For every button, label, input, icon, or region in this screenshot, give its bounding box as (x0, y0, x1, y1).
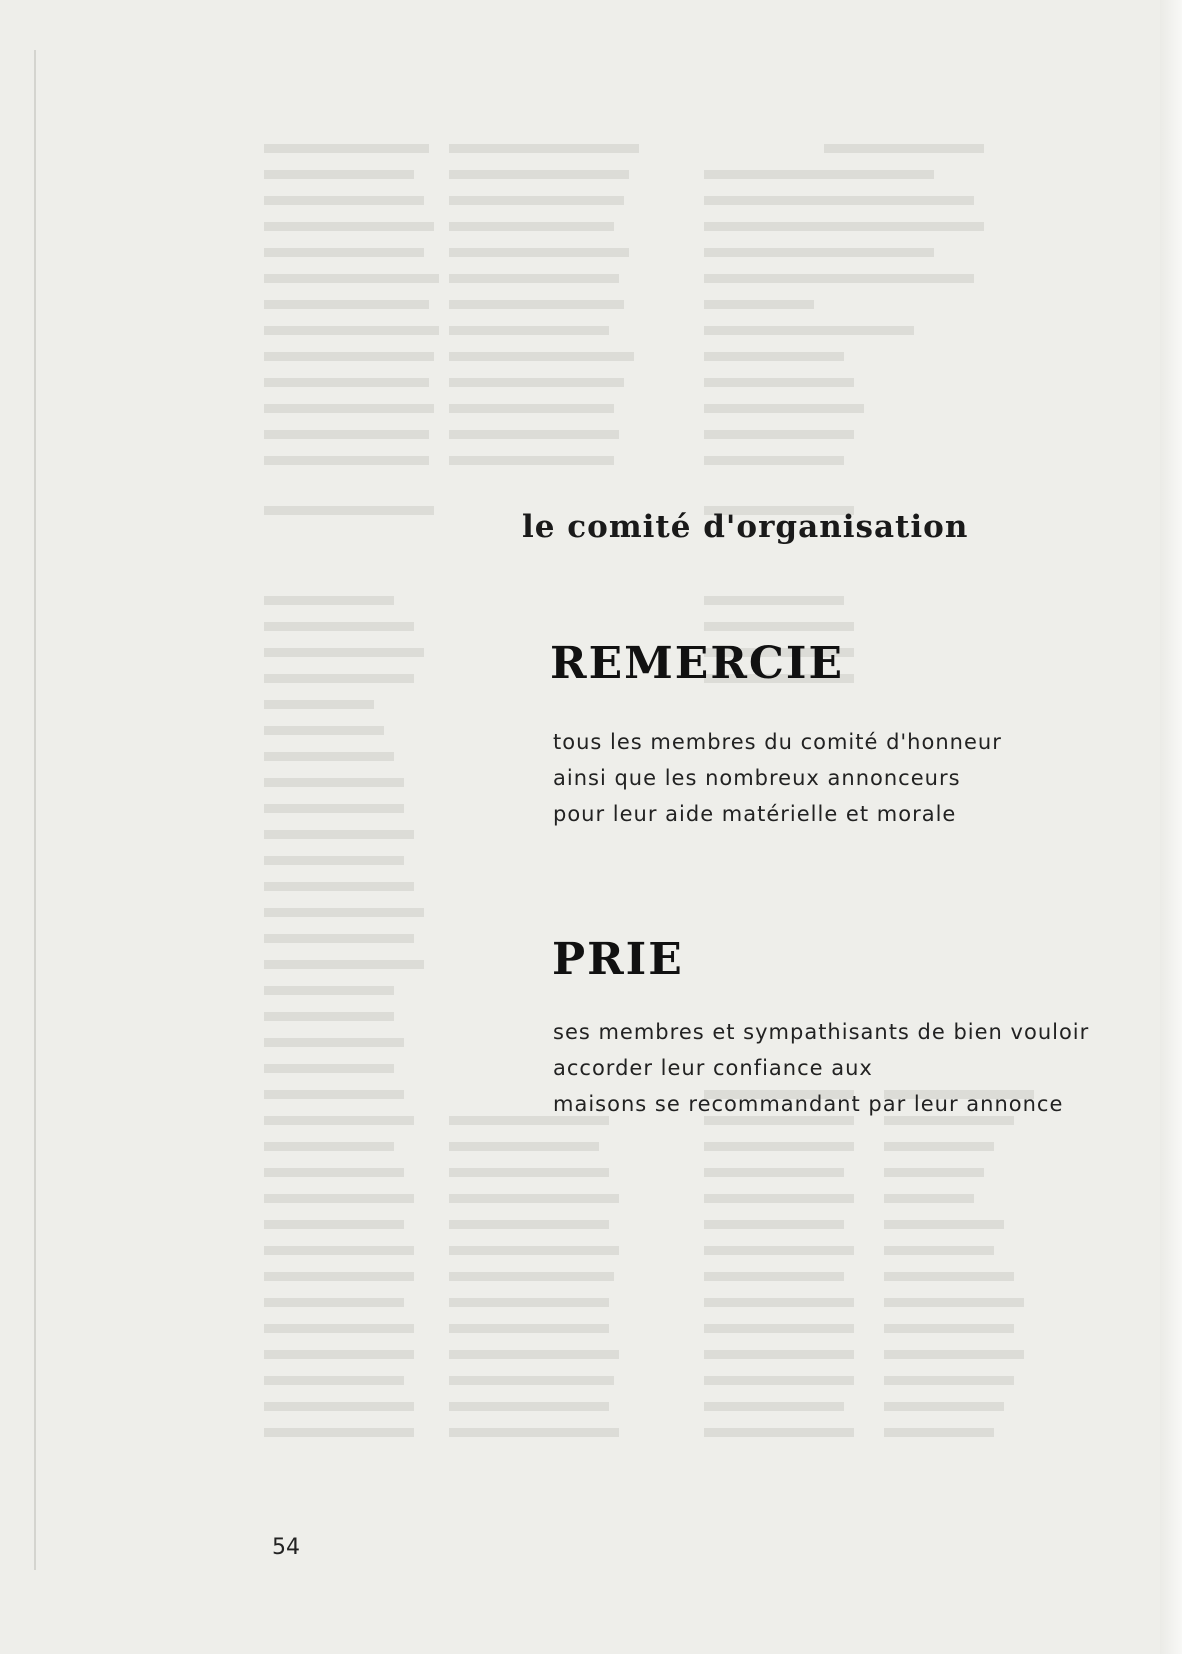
page-edge-left (34, 50, 36, 1570)
request-line-2: accorder leur confiance aux (553, 1056, 873, 1080)
request-paragraph (553, 1014, 1089, 1122)
thanks-paragraph (553, 724, 1002, 832)
page-edge-right (1160, 0, 1182, 1654)
remercie-heading: REMERCIE (550, 638, 845, 689)
thanks-line-1: tous les membres du comité d'honneur (553, 730, 1002, 754)
thanks-line-2: ainsi que les nombreux annonceurs (553, 766, 961, 790)
page-number: 54 (272, 1535, 300, 1560)
committee-heading: le comité d'organisation (522, 509, 969, 545)
request-line-1: ses membres et sympathisants de bien vouloir (553, 1020, 1090, 1044)
thanks-line-3: pour leur aide matérielle et morale (553, 802, 957, 826)
prie-heading: PRIE (552, 934, 684, 985)
request-line-3: maisons se recommandant par leur annonce (553, 1092, 1064, 1116)
